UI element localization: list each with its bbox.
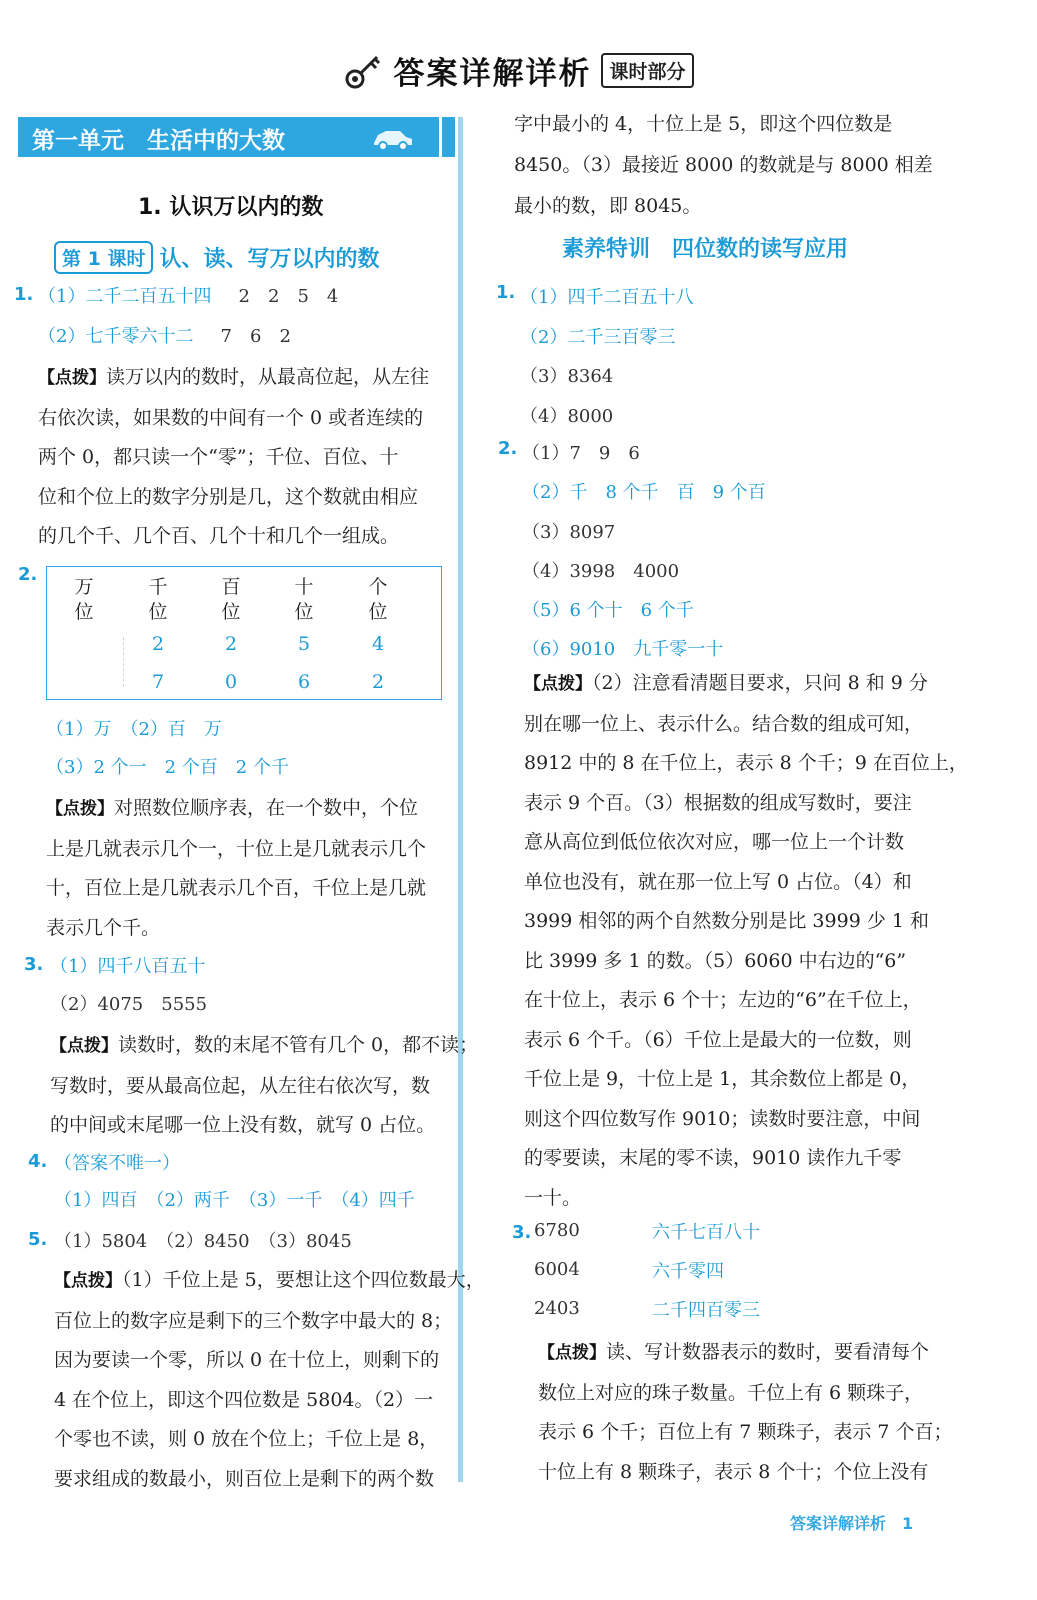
answer-line: （1）二千二百五十四 2 2 5 4 — [38, 286, 339, 307]
answer-line: （2）七千零六十二 7 6 2 — [38, 326, 291, 347]
table-header: 个 位 — [368, 576, 388, 623]
section-title: 素养特训 四位数的读写应用 — [562, 237, 849, 262]
table-cell: 2 — [224, 633, 238, 655]
table-cell: 2 — [371, 671, 385, 693]
answer-text: 六千零四 — [652, 1261, 724, 1282]
question-number: 1. — [496, 282, 516, 303]
lesson-title: 认、读、写万以内的数 — [159, 247, 380, 272]
question-number: 3. — [512, 1222, 532, 1243]
tip-block: 【点拨】读、写计数器表示的数时，要看清每个 数位上对应的珠子数量。千位上有 6 颗珠子， 表示 6 个千；百位上有 7 颗珠子，表示 7 个百； 十位上有 8 颗珠子，表示 8 个十；个位上没有 — [538, 1341, 953, 1483]
lesson-tag: 第 1 课时 — [54, 241, 153, 274]
page-header — [0, 48, 1037, 98]
table-cell: 4 — [371, 633, 385, 655]
unit-banner — [18, 117, 455, 157]
answer-line: （3）2 个一 2 个百 2 个千 — [46, 757, 289, 778]
unit-title: 第一单元 生活中的大数 — [32, 128, 285, 154]
page-title: 答案详解详析 — [393, 56, 592, 92]
answer-list: （1）7 9 6 （2）千 8 个千 百 9 个百 （3）8097 （4）3998 4000 （5）6 个十 6 个千 （6）9010 九千零一十 — [522, 443, 766, 661]
continued-text: 字中最小的 4，十位上是 5，即这个四位数是 8450。（3）最接近 8000 的数就是与 8000 相差 最小的数，即 8045。 — [514, 113, 933, 217]
table-header: 万 位 — [74, 576, 94, 623]
answer-line: （1）四千八百五十 — [50, 956, 206, 977]
question-number: 2. — [498, 438, 518, 459]
table-cell: 0 — [224, 671, 238, 693]
lesson-header — [54, 241, 379, 274]
tip-block: 【点拨】（2）注意看清题目要求，只问 8 和 9 分 别在哪一位上、表示什么。结合数的组成可知， 8912 中的 8 在千位上，表示 8 个千；9 在百位上， 表示 9 个百。（3）根据数的组成写数时，要注 意从高位到低位依次对应，哪一位上一个计数 单位也没有，就在那一位上写 0 占位。（4）和 3999 相邻的两个自然数分别是比 3999 少 1 和 比 3999 多 1 的数。（5）6060 中右边的“6” 在十位上，表示 6 个十；左边的“6”在千位上， 表示 6 个千。（6）千位上是最大的一位数，则 千位上是 9，十位上是 1，其余数位上都是 0， 则这个四位数写作 9010；读数时要注意，中间 的零要读，末尾的零不读，9010 读作九千零 一十。 — [524, 672, 968, 1209]
place-value-table — [46, 566, 442, 700]
table-cell: 2 — [151, 633, 165, 655]
answer-line: （2）4075 5555 — [50, 994, 208, 1015]
answer-line: （1）四百 （2）两千 （3）一千 （4）四千 — [54, 1190, 415, 1211]
answer-number: 6780 — [534, 1220, 580, 1241]
question-number: 3. — [24, 954, 44, 975]
section-badge: 课时部分 — [601, 53, 693, 88]
answer-number: 6004 — [534, 1259, 580, 1280]
question-number: 2. — [18, 564, 38, 585]
question-number: 1. — [14, 284, 34, 305]
table-cell: 6 — [297, 671, 311, 693]
answer-note: （答案不唯一） — [54, 1153, 180, 1174]
car-icon — [370, 125, 416, 151]
key-icon — [343, 51, 383, 91]
tip-block: 【点拨】读数时，数的末尾不管有几个 0，都不读； 写数时，要从最高位起，从左往右依次写，数 的中间或末尾哪一位上没有数，就写 0 占位。 — [50, 1034, 479, 1136]
answer-line: （1）万 （2）百 万 — [46, 719, 222, 740]
table-header: 百 位 — [221, 576, 241, 623]
section-title: 1. 认识万以内的数 — [138, 195, 324, 220]
question-number: 5. — [28, 1229, 48, 1250]
tip-block: 【点拨】读万以内的数时，从最高位起，从左往 右依次读，如果数的中间有一个 0 或者连续的 两个 0，都只读一个“零”；千位、百位、十 位和个位上的数字分别是几，这个数就由相应 的几个千、几个百、几个十和几个一组成。 — [38, 366, 430, 547]
table-header: 千 位 — [148, 576, 168, 623]
tip-block: 【点拨】对照数位顺序表，在一个数中，个位 上是几就表示几个一，十位上是几就表示几个 十，百位上是几就表示几个百，千位上是几就 表示几个千。 — [46, 797, 427, 939]
answer-text: 二千四百零三 — [652, 1300, 760, 1321]
table-cell: 7 — [151, 671, 165, 693]
table-cell: 5 — [297, 633, 311, 655]
question-number: 4. — [28, 1151, 48, 1172]
answer-text: 六千七百八十 — [652, 1222, 760, 1243]
page-footer: 答案详解详析 1 — [790, 1514, 914, 1533]
table-header: 十 位 — [294, 576, 314, 623]
answer-list: （1）四千二百五十八 （2）二千三百零三 （3）8364 （4）8000 — [520, 287, 694, 427]
answer-line: （1）5804 （2）8450 （3）8045 — [54, 1231, 352, 1252]
tip-block: 【点拨】（1）千位上是 5，要想让这个四位数最大， 百位上的数字应是剩下的三个数字中最大的 8； 因为要读一个零，所以 0 在十位上，则剩下的 4 在个位上，即这个四位数是 5804。（2）一 个零也不读，则 0 放在个位上；千位上是 8， 要求组成的数最小，则百位上是剩下的两个数 — [54, 1269, 485, 1490]
answer-number: 2403 — [534, 1298, 580, 1319]
